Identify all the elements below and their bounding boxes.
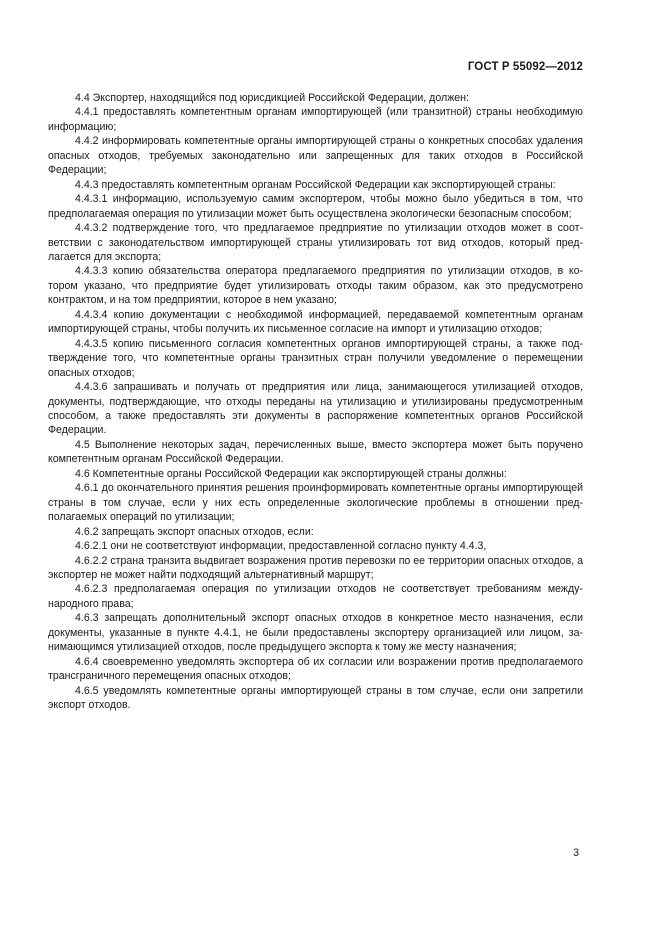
document-body [48, 91, 583, 712]
paragraph-4-4-3-1: 4.4.3.1 информацию, используемую самим экспортером, чтобы можно было убедиться в том, что предполагаемая операция по утилизации может быть осуществлена экологически безопасным способом; [48, 193, 583, 220]
paragraph-4-4-3: 4.4.3 предоставлять компетентным органам Российской Федерации как экспортирующей страны: [75, 178, 556, 191]
paragraph-4-4-3-5: 4.4.3.5 копию письменного согласия компетентных органов импортирующей страны, а также подтверждение того, что компетентные органы транзитных стран получили уведомление о перемещении опасных отходов; [48, 337, 583, 379]
paragraph-4-4-3-3: 4.4.3.3 копию обязательства оператора предлагаемого предприятия по утилизации отходов, в котором указано, что предприятие будет утилизировать отходы таким образом, как это предусмотрено контрактом, и на том предприятии, которое в нем указано; [48, 265, 583, 307]
paragraph-4-4-1: 4.4.1 предоставлять компетентным органам импортирующей (или транзитной) страны необходимую информацию; [48, 106, 583, 133]
paragraph-4-6-2-3: 4.6.2.3 предполагаемая операция по утилизации отходов не соответствует требованиям международного права; [48, 583, 583, 610]
paragraph-4-6-2-2: 4.6.2.2 страна транзита выдвигает возражения против перевозки по ее территории опасных отходов, а экспортер не может найти подходящий альтернативный маршрут; [48, 554, 583, 581]
paragraph-4-4-2: 4.4.2 информировать компетентные органы импортирующей страны о конкретных способах удаления опасных отходов, требуемых законодательно или запрещенных для таких отходов в Российской Федерации; [48, 135, 583, 177]
paragraph-4-6-2: 4.6.2 запрещать экспорт опасных отходов, если: [75, 525, 314, 538]
paragraph-4-4: 4.4 Экспортер, находящийся под юрисдикцией Российской Федерации, должен: [75, 92, 469, 104]
paragraph-4-5: 4.5 Выполнение некоторых задач, перечисленных выше, вместо экспортера может быть поручено компетентным органам Российской Федерации. [48, 438, 583, 466]
paragraph-4-6-4: 4.6.4 своевременно уведомлять экспортера об их согласии или возражении против предполагаемого трансграничного перемещения опасных отходов; [48, 655, 583, 683]
document-header: ГОСТ Р 55092—2012 [467, 61, 583, 73]
paragraph-4-6-3: 4.6.3 запрещать дополнительный экспорт опасных отходов в конкретное место назначения, если документы, указанные в пункте 4.4.1, не были предоставлены экспортеру организацией или лицом, занимающимся утилизацией отходов, после предыдущего экспорта к тому же месту назначения; [48, 612, 583, 654]
paragraph-4-4-3-4: 4.4.3.4 копию документации с необходимой информацией, передаваемой компетентным органам импортирующей страны, чтобы получить их письменное согласие на импорт и утилизацию отходов; [48, 308, 583, 336]
paragraph-4-6-2-1: 4.6.2.1 они не соответствуют информации, предоставленной согласно пункту 4.4.3, [75, 540, 487, 553]
page-number: 3 [573, 847, 579, 859]
paragraph-4-6: 4.6 Компетентные органы Российской Федерации как экспортирующей страны должны: [75, 467, 507, 480]
paragraph-4-6-1: 4.6.1 до окончательного принятия решения проинформировать компетентные органы импортирующей страны в том случае, если у них есть определенные экологические проблемы в отношении предполагаемых операций по утилизации; [48, 482, 583, 524]
paragraph-4-4-3-6: 4.4.3.6 запрашивать и получать от предприятия или лица, занимающегося утилизацией отходов, документы, подтверждающие, что отходы переданы на утилизацию и утилизированы предусмотренным способом, а также предоставлять эти документы в распоряжение компетентных органов Российской Федерации. [48, 381, 583, 437]
paragraph-4-6-5: 4.6.5 уведомлять компетентные органы импортирующей страны в том случае, если они запретили экспорт отходов. [48, 684, 583, 712]
paragraph-4-4-3-2: 4.4.3.2 подтверждение того, что предлагаемое предприятие по утилизации отходов может в соответствии с законодательством импортирующей страны утилизировать тот вид отходов, который предлагается для экспорта; [48, 222, 583, 263]
